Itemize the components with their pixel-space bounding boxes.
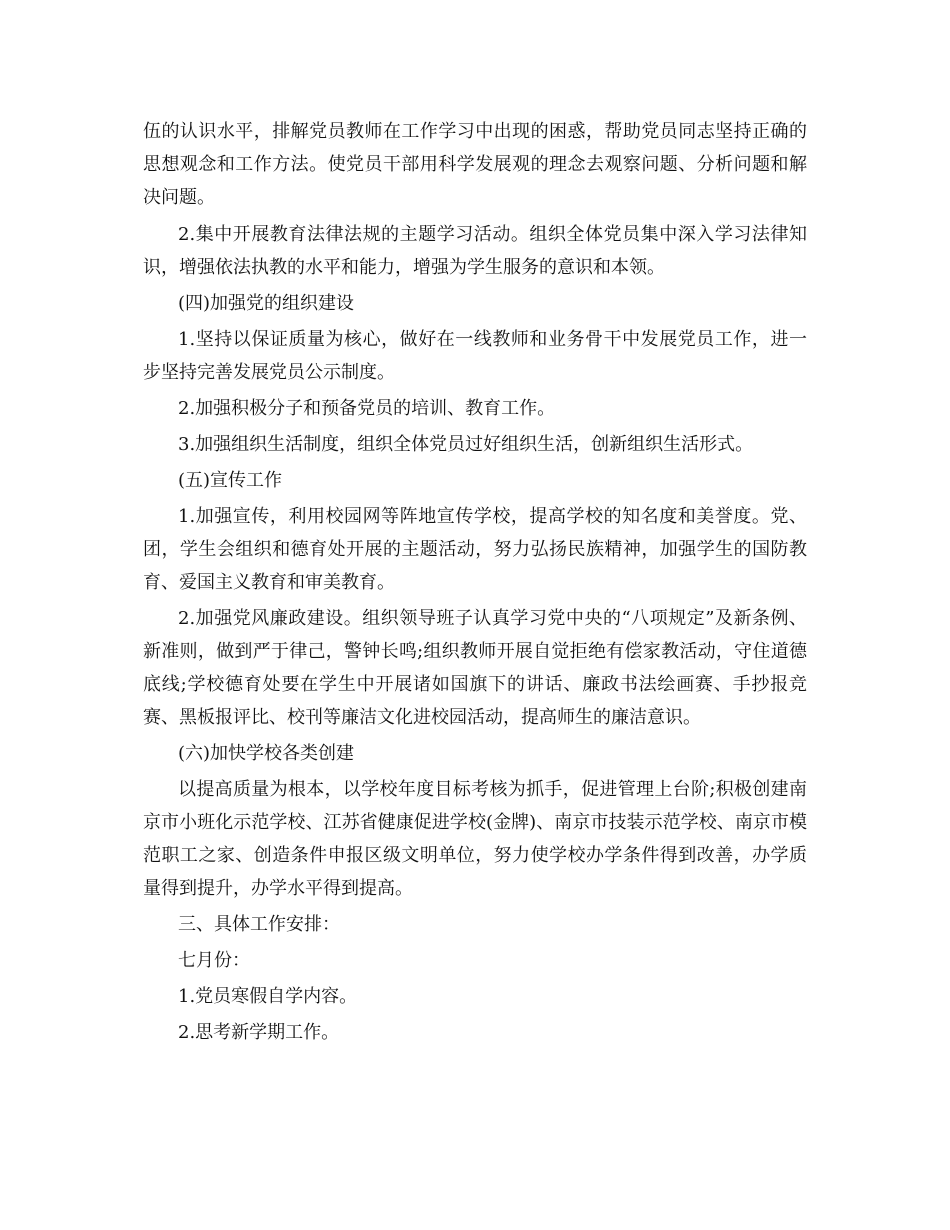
month-heading-july: 七月份： [178, 950, 250, 971]
document-body [143, 115, 807, 1052]
schedule-item-2: 2.思考新学期工作。 [178, 1022, 340, 1043]
paragraph-continuation: 伍的认识水平，排解党员教师在工作学习中出现的困惑，帮助党员同志坚持正确的思想观念和工作方法。使党员干部用科学发展观的理念去观察问题、分析问题和解决问题。 [143, 121, 807, 208]
paragraph-creation: 以提高质量为根本，以学校年度目标考核为抓手，促进管理上台阶;积极创建南京市小班化示范学校、江苏省健康促进学校(金牌)、南京市技装示范学校、南京市模范职工之家、创造条件申报区级文明单位，努力使学校办学条件得到改善，办学质量得到提升，办学水平得到提高。 [143, 779, 807, 899]
paragraph-law-study: 2.集中开展教育法律法规的主题学习活动。组织全体党员集中深入学习法律知识，增强依法执教的水平和能力，增强为学生服务的意识和本领。 [143, 224, 807, 278]
paragraph-org-life: 3.加强组织生活制度，组织全体党员过好组织生活，创新组织生活形式。 [178, 434, 754, 455]
section-heading-schedule: 三、具体工作安排： [178, 914, 340, 935]
paragraph-integrity: 2.加强党风廉政建设。组织领导班子认真学习党中央的“八项规定”及新条例、新准则，做到严于律己，警钟长鸣;组织教师开展自觉拒绝有偿家教活动，守住道德底线;学校德育处要在学生中开展诸如国旗下的讲话、廉政书法绘画赛、手抄报竞赛、黑板报评比、校刊等廉洁文化进校园活动，提高师生的廉洁意识。 [143, 608, 807, 728]
paragraph-publicity: 1.加强宣传，利用校园网等阵地宣传学校，提高学校的知名度和美誉度。党、团，学生会组织和德育处开展的主题活动，努力弘扬民族精神，加强学生的国防教育、爱国主义教育和审美教育。 [143, 506, 807, 593]
section-heading-publicity: (五)宣传工作 [178, 470, 283, 491]
section-heading-organization: (四)加强党的组织建设 [178, 293, 355, 314]
paragraph-quality-core: 1.坚持以保证质量为核心，做好在一线教师和业务骨干中发展党员工作，进一步坚持完善发展党员公示制度。 [143, 329, 807, 383]
schedule-item-1: 1.党员寒假自学内容。 [178, 986, 358, 1007]
section-heading-creation: (六)加快学校各类创建 [178, 743, 355, 764]
paragraph-training: 2.加强积极分子和预备党员的培训、教育工作。 [178, 398, 556, 419]
